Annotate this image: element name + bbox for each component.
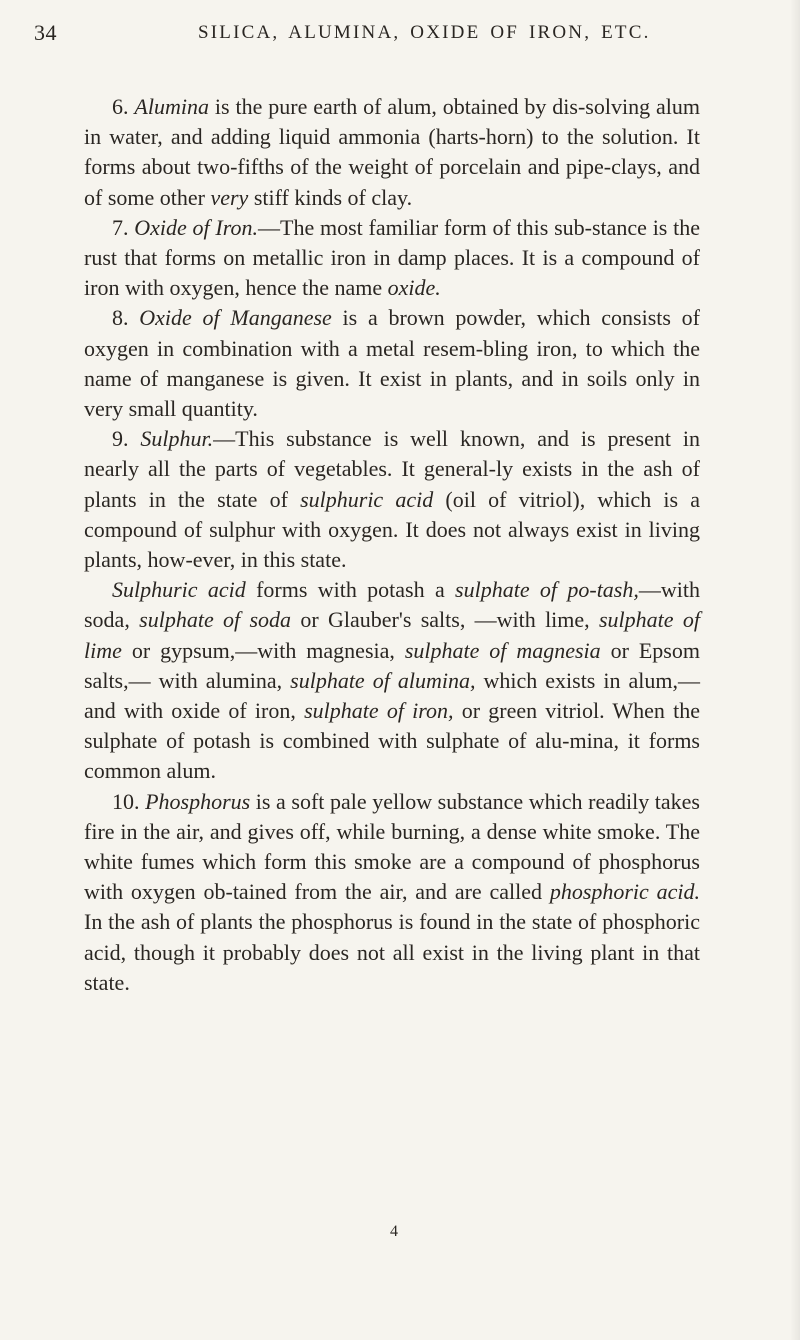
page-body [84,92,700,998]
paragraph-text: 8. [112,305,140,331]
paragraph-text: 9. [112,426,141,452]
paragraph-text: forms with potash a [245,577,456,603]
paragraph-text: (oil of vitriol), which is a compound of sulphur with oxygen. It does not always exist in living plants, how-ever, in this state. [84,486,700,573]
paragraph-text: In the ash of plants the phosphorus is found in the state of phosphoric acid, though it probably does not all exist in the living plant in that state. [84,909,700,995]
italic-term: sulphate of alumina, [290,667,476,693]
paragraph [84,213,700,304]
italic-term: Sulphuric acid [112,577,246,603]
paragraph-text: or Glauber's salts, —with lime, [291,607,599,633]
page-number: 34 [34,20,57,45]
italic-term: sulphate of soda [139,607,292,633]
paragraph-text: 7. [112,214,135,240]
italic-term: sulphuric acid [300,486,434,512]
italic-term: Oxide of Iron. [134,214,259,240]
page-header [0,6,800,46]
paragraph [84,787,700,998]
page-edge-shadow [790,0,800,1340]
italic-term: sulphate of po-tash, [455,577,639,603]
italic-term: phosphoric acid. [549,879,700,905]
italic-term: very [210,184,249,210]
paragraph [84,575,700,786]
paragraph [84,424,700,575]
paragraph-text: stiff kinds of clay. [248,184,413,210]
paragraph-text: is the pure earth of alum, obtained by dis-solving alum in water, and adding liquid ammonia (harts-horn) to the solution. It forms about two-fifths of the weight of porcelain and pipe-clays, and of some other [84,94,700,210]
italic-term: oxide. [387,275,441,301]
italic-term: sulphate of iron, [304,698,454,724]
paragraph-text: 10. [112,788,146,814]
paragraph [84,92,700,213]
italic-term: Alumina [134,94,209,119]
paragraph-text: is a brown powder, which consists of oxygen in combination with a metal resem-bling iron, to which the name of manganese is given. It exist in plants, and in soils only in very small quantity. [84,305,701,422]
paragraph-text: 6. [112,94,135,119]
paragraph-text: —with soda, [84,577,700,633]
running-title: SILICA, ALUMINA, OXIDE OF IRON, ETC. [198,22,651,43]
italic-term: sulphate of lime [84,607,700,663]
italic-term: sulphate of magnesia [404,637,601,663]
paragraph [84,303,700,424]
paragraph-text: —The most familiar form of this sub-stance is the rust that forms on metallic iron in damp places. It is a compound of iron with oxygen, hence the name [84,214,701,301]
paragraph-text: or Epsom salts,— with alumina, [84,637,700,693]
italic-term: Oxide of Manganese [139,305,332,331]
signature-mark: 4 [390,1223,398,1240]
italic-term: Sulphur. [140,426,214,452]
paragraph-text: is a soft pale yellow substance which readily takes fire in the air, and gives off, while burning, a dense white smoke. The white fumes which form this smoke are a compound of phosphorus with oxygen ob-tained from the air, and are called [84,788,700,905]
paragraph-text: or green vitriol. When the sulphate of potash is combined with sulphate of alu-mina, it forms common alum. [84,698,700,784]
paragraph-text: —This substance is well known, and is present in nearly all the parts of vegetables. It general-ly exists in the ash of plants in the state of [84,426,700,512]
paragraph-text: which exists in alum,—and with oxide of iron, [84,667,700,724]
paragraph-text: or gypsum,—with magnesia, [121,637,405,663]
italic-term: Phosphorus [145,788,251,814]
